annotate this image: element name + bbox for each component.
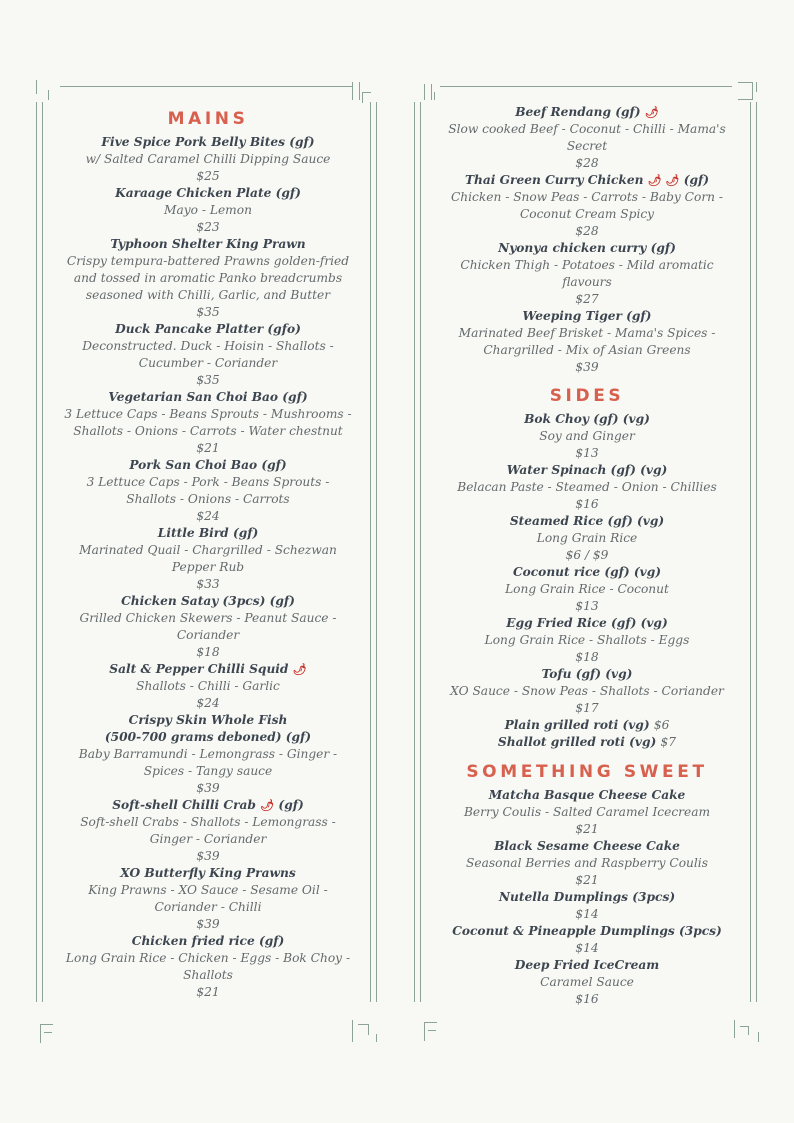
item-description: Crispy tempura-battered Prawns golden-fried and tossed in aromatic Panko breadcrumbs seasoned with Chilli, Garlic, and Butter	[66, 254, 350, 302]
item-name	[438, 104, 736, 121]
item-name	[438, 513, 736, 530]
item-name	[438, 240, 736, 257]
menu-item	[438, 462, 736, 513]
item-price: $25	[196, 169, 220, 183]
item-name-text: Salt & Pepper Chilli Squid	[109, 662, 289, 676]
item-price: $27	[575, 292, 599, 306]
menu-item	[60, 797, 356, 865]
menu-item	[60, 134, 356, 185]
item-name-text: Crispy Skin Whole Fish	[128, 713, 288, 727]
item-price: $39	[196, 849, 220, 863]
item-name-text: Nyonya chicken curry (gf)	[498, 241, 676, 255]
item-price: $14	[575, 941, 599, 955]
item-description: Long Grain Rice - Coconut	[505, 582, 669, 596]
menu-item	[438, 172, 736, 240]
item-name	[438, 172, 736, 189]
right-column	[438, 104, 736, 1008]
item-name-line2: (500-700 grams deboned) (gf)	[104, 730, 312, 744]
item-price: $14	[575, 907, 599, 921]
item-name-text: Typhoon Shelter King Prawn	[110, 237, 306, 251]
item-description: Marinated Beef Brisket - Mama's Spices - Chargrilled - Mix of Asian Greens	[458, 326, 716, 357]
item-name-text: Five Spice Pork Belly Bites (gf)	[101, 135, 315, 149]
item-price: $28	[575, 224, 599, 238]
item-description: Chicken Thigh - Potatoes - Mild aromatic flavours	[460, 258, 714, 289]
item-name-text: Beef Rendang (gf)	[515, 105, 641, 119]
item-name-text: Vegetarian San Choi Bao (gf)	[108, 390, 308, 404]
item-price: $24	[196, 509, 220, 523]
sweet-heading: SOMETHING SWEET	[466, 762, 708, 782]
item-price: $35	[196, 373, 220, 387]
item-price: $7	[660, 735, 677, 749]
item-name-text: Duck Pancake Platter (gfo)	[115, 322, 301, 336]
item-name-text: Matcha Basque Cheese Cake	[488, 788, 686, 802]
menu-item-inline	[438, 717, 736, 734]
menu-item	[438, 564, 736, 615]
item-name-suffix: (gf)	[278, 798, 304, 812]
item-name	[60, 134, 356, 151]
menu-item	[60, 593, 356, 661]
curries-list	[438, 104, 736, 376]
item-price: $39	[196, 917, 220, 931]
menu-item	[60, 236, 356, 321]
item-price: $6 / $9	[565, 548, 609, 562]
menu-item	[60, 525, 356, 593]
item-name-text: Deep Fried IceCream	[514, 958, 660, 972]
item-name-text: Plain grilled roti (vg)	[504, 718, 650, 732]
item-price: $16	[575, 497, 599, 511]
item-price: $33	[196, 577, 220, 591]
item-price: $18	[196, 645, 220, 659]
sides-list	[438, 411, 736, 717]
item-price: $21	[196, 985, 220, 999]
item-name	[438, 923, 736, 940]
sides-inline-list	[438, 717, 736, 751]
item-description: Caramel Sauce	[540, 975, 634, 989]
item-name-text: Chicken Satay (3pcs) (gf)	[121, 594, 295, 608]
item-name-text: Water Spinach (gf) (vg)	[506, 463, 668, 477]
menu-item	[438, 923, 736, 957]
item-name	[60, 797, 356, 814]
item-name	[438, 787, 736, 804]
item-name	[60, 661, 356, 678]
sweet-list	[438, 787, 736, 1008]
item-price: $39	[196, 781, 220, 795]
item-description: Long Grain Rice - Shallots - Eggs	[484, 633, 690, 647]
item-description: Chicken - Snow Peas - Carrots - Baby Corn - Coconut Cream Spicy	[450, 190, 724, 221]
menu-item	[60, 933, 356, 1001]
item-price: $23	[196, 220, 220, 234]
menu-item	[438, 615, 736, 666]
item-description: Shallots - Chilli - Garlic	[136, 679, 280, 693]
menu-item	[60, 185, 356, 236]
item-description: King Prawns - XO Sauce - Sesame Oil - Coriander - Chilli	[88, 883, 328, 914]
item-name-text: Karaage Chicken Plate (gf)	[115, 186, 301, 200]
menu-item	[60, 321, 356, 389]
item-name-text: Soft-shell Chilli Crab	[112, 798, 256, 812]
item-name-text: Nutella Dumplings (3pcs)	[498, 890, 676, 904]
item-name-text: Bok Choy (gf) (vg)	[524, 412, 650, 426]
menu-item	[438, 787, 736, 838]
menu-item	[60, 457, 356, 525]
chili-icon: 🌶	[260, 799, 275, 812]
menu-item	[438, 513, 736, 564]
item-name-text: Shallot grilled roti (vg)	[497, 735, 657, 749]
item-description: 3 Lettuce Caps - Pork - Beans Sprouts - Shallots - Onions - Carrots	[86, 475, 330, 506]
item-description: XO Sauce - Snow Peas - Shallots - Coriander	[450, 684, 724, 698]
item-name	[60, 525, 356, 542]
menu-item-inline	[438, 734, 736, 751]
item-name	[438, 889, 736, 906]
item-price: $13	[575, 599, 599, 613]
item-price: $24	[196, 696, 220, 710]
menu-item	[438, 889, 736, 923]
item-description: Baby Barramundi - Lemongrass - Ginger - Spices - Tangy sauce	[78, 747, 338, 778]
menu-item	[60, 865, 356, 933]
item-price: $35	[196, 305, 220, 319]
item-description: Berry Coulis - Salted Caramel Icecream	[463, 805, 711, 819]
item-description: Marinated Quail - Chargrilled - Schezwan Pepper Rub	[79, 543, 337, 574]
item-name-text: Coconut rice (gf) (vg)	[512, 565, 662, 579]
item-price: $21	[575, 822, 599, 836]
item-name-text: Little Bird (gf)	[157, 526, 259, 540]
item-name	[60, 593, 356, 610]
item-name	[438, 615, 736, 632]
mains-list	[60, 134, 356, 1001]
item-name	[438, 411, 736, 428]
item-price: $16	[575, 992, 599, 1006]
menu-item	[438, 240, 736, 308]
item-name	[438, 666, 736, 683]
item-description: Long Grain Rice - Chicken - Eggs - Bok Choy - Shallots	[65, 951, 351, 982]
mains-column	[60, 106, 356, 1001]
item-name	[60, 236, 356, 253]
item-description: Seasonal Berries and Raspberry Coulis	[466, 856, 708, 870]
item-name-text: Black Sesame Cheese Cake	[494, 839, 680, 853]
item-name	[60, 389, 356, 406]
item-name-text: Pork San Choi Bao (gf)	[129, 458, 287, 472]
item-name-text: Coconut & Pineapple Dumplings (3pcs)	[452, 924, 722, 938]
item-description: Mayo - Lemon	[164, 203, 252, 217]
menu-item	[438, 104, 736, 172]
chili-icon: 🌶	[292, 663, 307, 676]
item-price: $18	[575, 650, 599, 664]
item-description: 3 Lettuce Caps - Beans Sprouts - Mushrooms - Shallots - Onions - Carrots - Water chestnut	[64, 407, 352, 438]
item-name	[60, 321, 356, 338]
item-name-text: Thai Green Curry Chicken	[464, 173, 644, 187]
chili-icon: 🌶 🌶	[647, 174, 680, 187]
mains-heading: MAINS	[167, 109, 249, 129]
item-name	[438, 564, 736, 581]
item-price: $21	[575, 873, 599, 887]
item-name	[60, 185, 356, 202]
item-name	[438, 462, 736, 479]
item-name-text: Weeping Tiger (gf)	[522, 309, 652, 323]
item-description: Grilled Chicken Skewers - Peanut Sauce - Coriander	[79, 611, 337, 642]
sides-heading: SIDES	[549, 386, 625, 406]
item-name-text: Chicken fried rice (gf)	[131, 934, 285, 948]
menu-item	[438, 308, 736, 376]
item-description: Belacan Paste - Steamed - Onion - Chillies	[457, 480, 717, 494]
item-name	[60, 712, 356, 729]
menu-item	[438, 838, 736, 889]
item-price: $39	[575, 360, 599, 374]
item-description: Soft-shell Crabs - Shallots - Lemongrass - Ginger - Coriander	[80, 815, 336, 846]
menu-item	[438, 411, 736, 462]
item-price: $6	[653, 718, 670, 732]
chili-icon: 🌶	[644, 106, 659, 119]
item-price: $17	[575, 701, 599, 715]
item-price: $28	[575, 156, 599, 170]
item-name	[438, 957, 736, 974]
menu-item	[438, 666, 736, 717]
item-name-text: Egg Fried Rice (gf) (vg)	[506, 616, 668, 630]
item-name	[60, 457, 356, 474]
item-name	[60, 933, 356, 950]
item-name-text: XO Butterfly King Prawns	[120, 866, 296, 880]
item-name-text: Tofu (gf) (vg)	[541, 667, 633, 681]
item-description: Deconstructed. Duck - Hoisin - Shallots - Cucumber - Coriander	[82, 339, 334, 370]
item-name-suffix: (gf)	[683, 173, 710, 187]
menu-item	[60, 712, 356, 797]
item-price: $21	[196, 441, 220, 455]
item-name-text: Steamed Rice (gf) (vg)	[509, 514, 665, 528]
item-name	[438, 308, 736, 325]
item-description: Long Grain Rice	[536, 531, 638, 545]
menu-item	[60, 661, 356, 712]
menu-item	[60, 389, 356, 457]
item-description: Soy and Ginger	[539, 429, 635, 443]
menu-item	[438, 957, 736, 1008]
item-description: Slow cooked Beef - Coconut - Chilli - Mama's Secret	[448, 122, 726, 153]
item-price: $13	[575, 446, 599, 460]
item-description: w/ Salted Caramel Chilli Dipping Sauce	[85, 152, 331, 166]
item-name	[60, 865, 356, 882]
item-name	[438, 838, 736, 855]
